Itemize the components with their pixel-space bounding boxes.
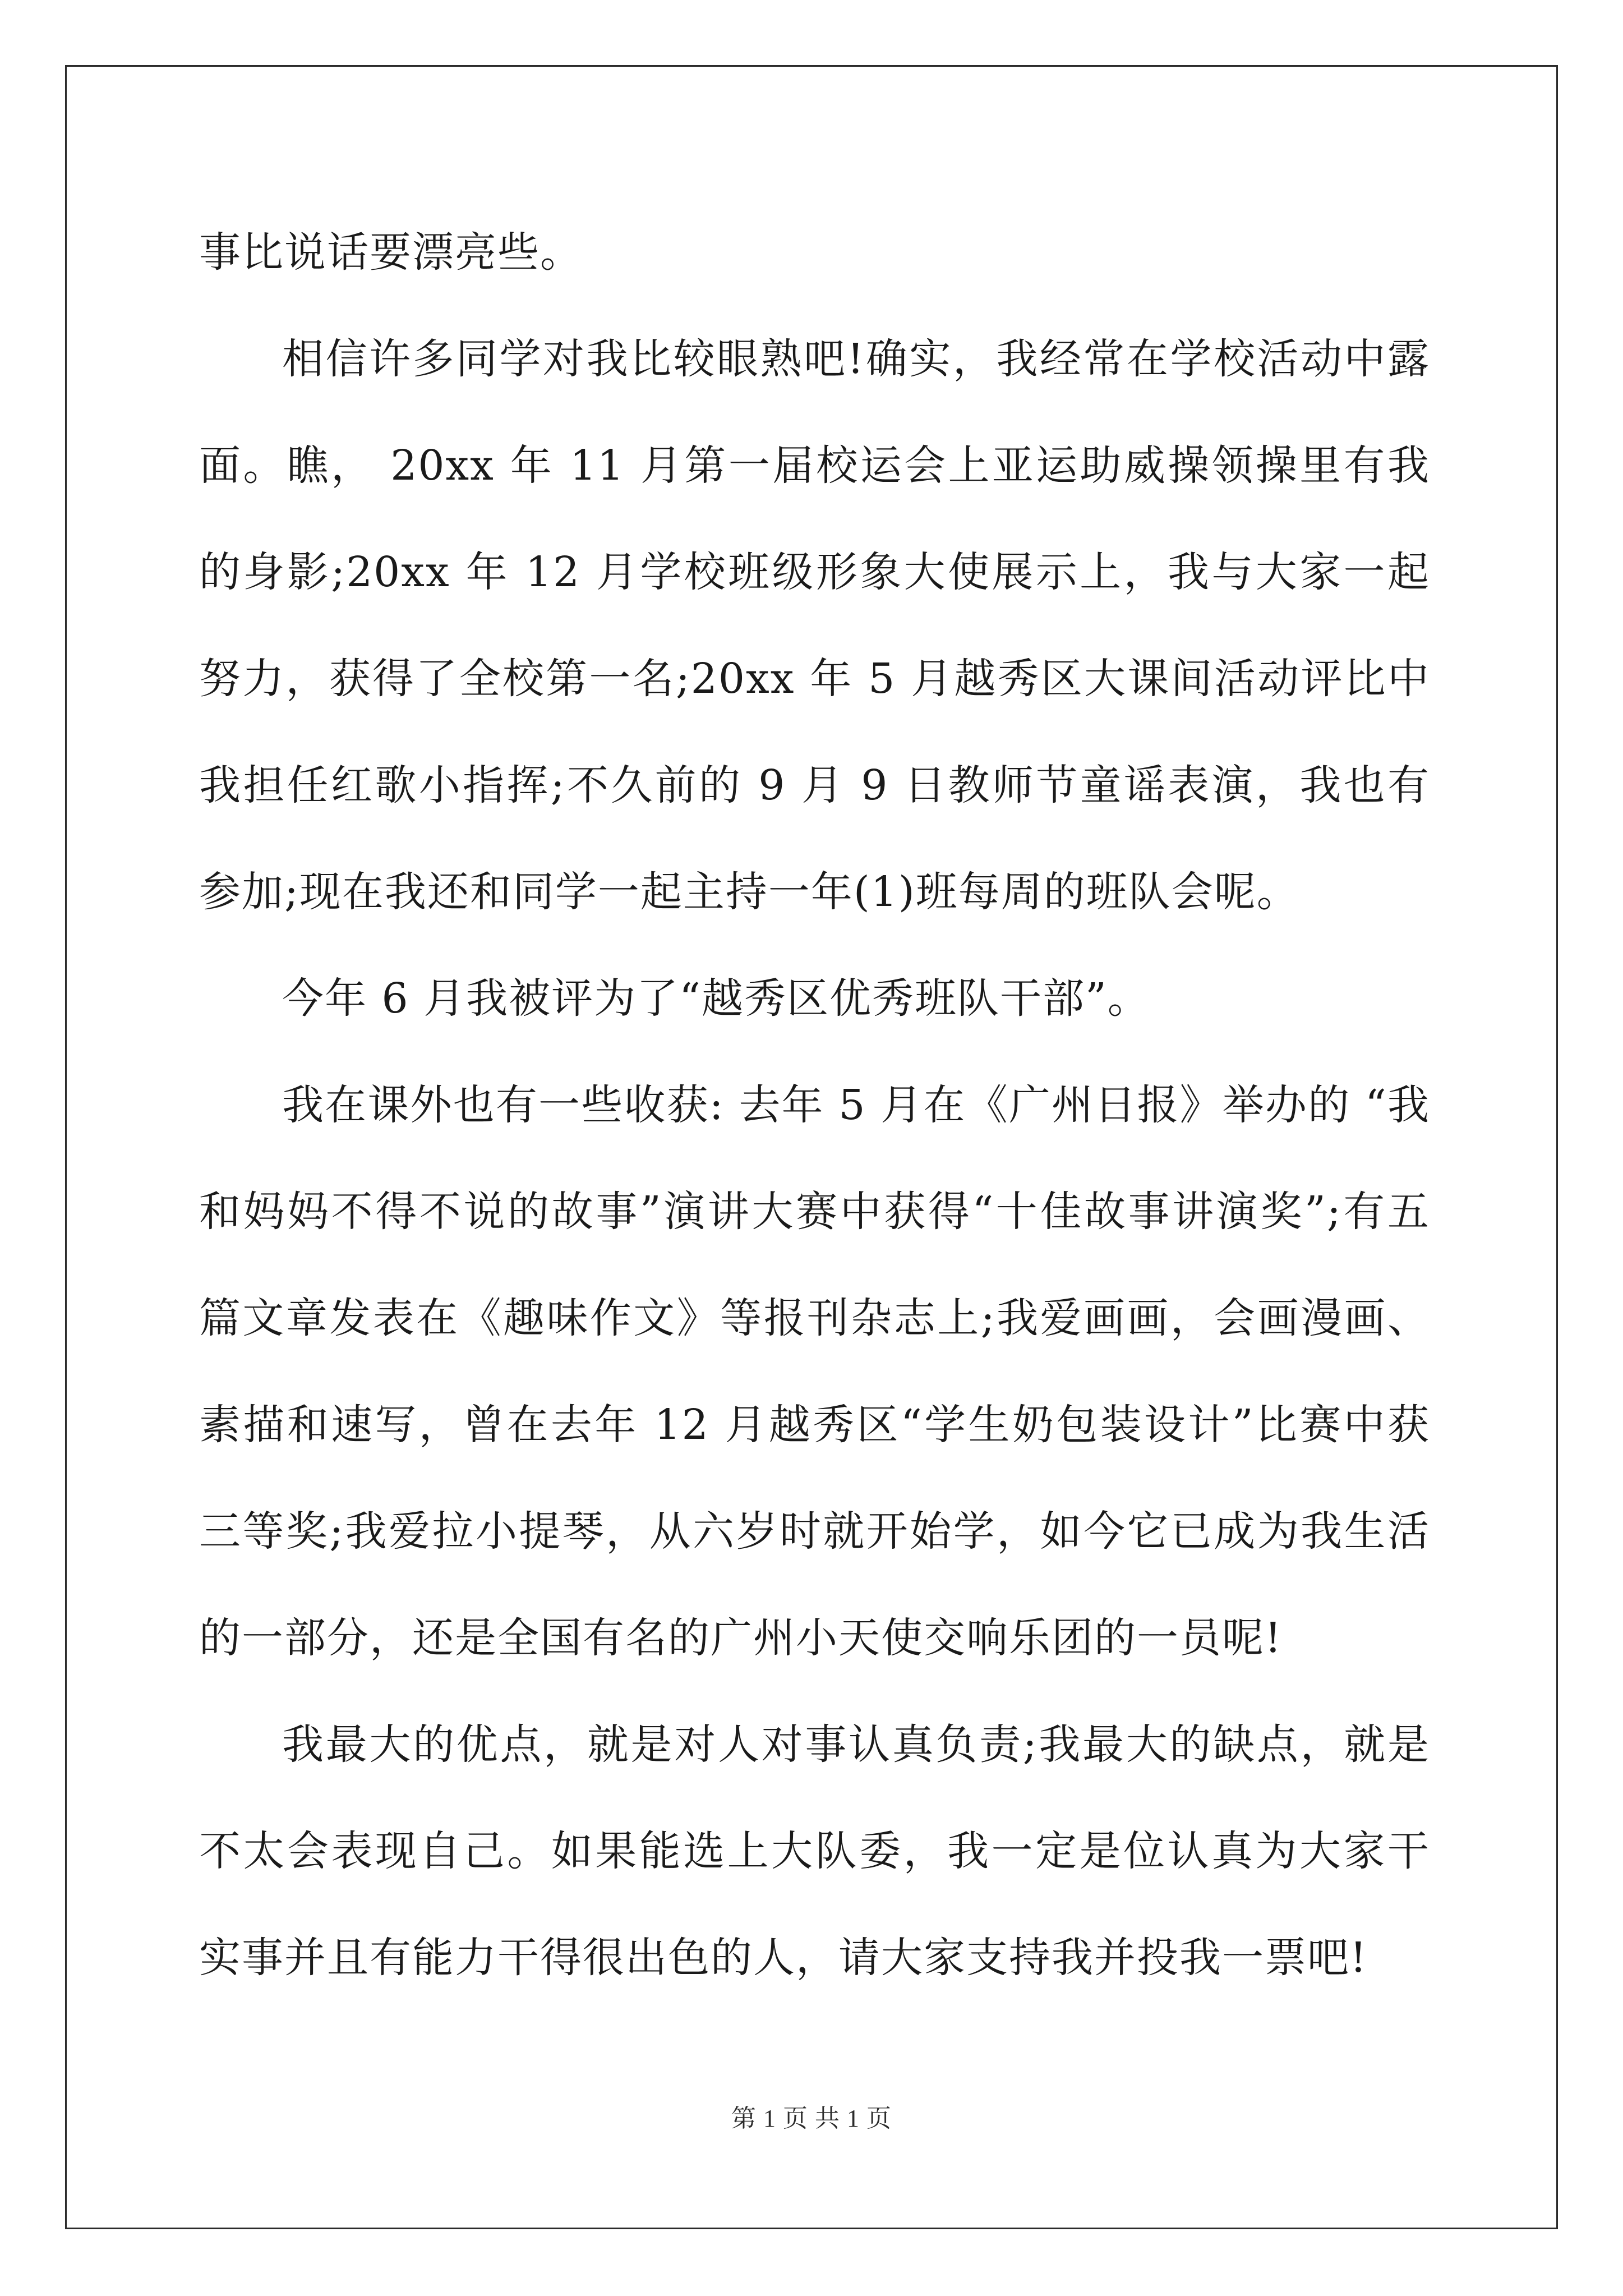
page-number-footer: 第 1 页 共 1 页 [731, 2105, 892, 2132]
paragraph-2: 相信许多同学对我比较眼熟吧!确实，我经常在学校活动中露面。瞧， 20xx 年 11 月第一届校运会上亚运助威操领操里有我的身影;20xx 年 12 月学校班级形象大使展示上，我与大家一起努力，获得了全校第一名;20xx 年 5 月越秀区大课间活动评比中我担任红歌小指挥;不久前的 9 月 9 日教师节童谣表演，我也有参加;现在我还和同学一起主持一年(1)班每周的班队会呢。 [199, 335, 1430, 916]
paragraph-1: 事比说话要漂亮些。 [199, 228, 583, 277]
paragraph-4: 我在课外也有一些收获: 去年 5 月在《广州日报》举办的 “我和妈妈不得不说的故事”演讲大赛中获得“十佳故事讲演奖”;有五篇文章发表在《趣味作文》等报刊杂志上;我爱画画，会画漫画、素描和速写，曾在去年 12 月越秀区“学生奶包装设计”比赛中获三等奖;我爱拉小提琴，从六岁时就开始学，如今它已成为我生活的一部分，还是全国有名的广州小天使交响乐团的一员呢! [199, 1081, 1430, 1662]
paragraph-3: 今年 6 月我被评为了“越秀区优秀班队干部”。 [282, 974, 1150, 1023]
document-body [199, 199, 1430, 2011]
paragraph-5: 我最大的优点，就是对人对事认真负责;我最大的缺点，就是不太会表现自己。如果能选上大队委，我一定是位认真为大家干实事并且有能力干得很出色的人，请大家支持我并投我一票吧! [199, 1720, 1430, 1982]
